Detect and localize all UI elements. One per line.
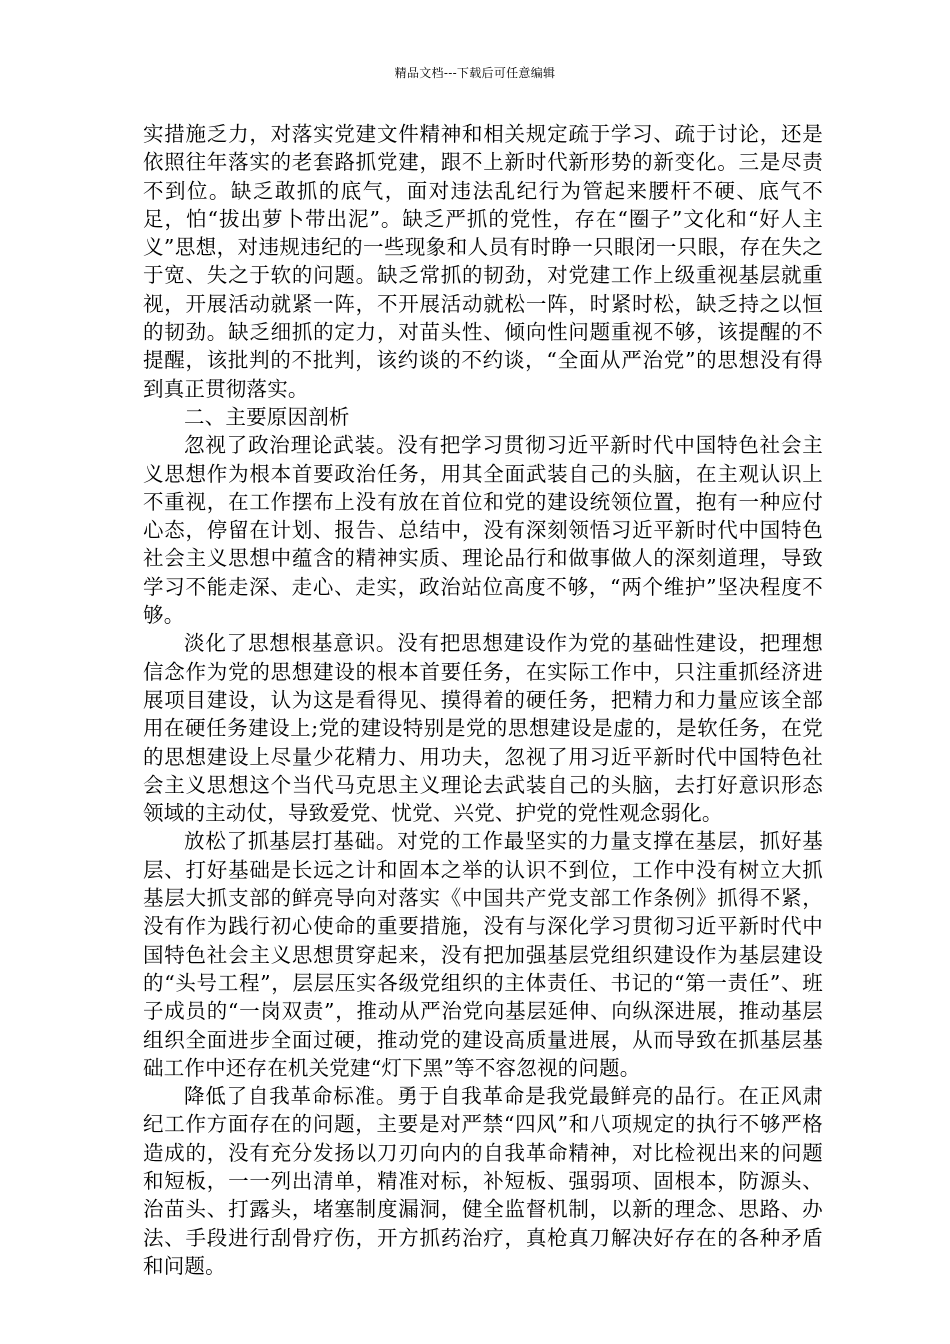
section-heading: 二、主要原因剖析	[184, 404, 350, 429]
paragraph-political-theory: 忽视了政治理论武装。没有把学习贯彻习近平新时代中国特色社会主义思想作为根本首要政治任务，用其全面武装自己的头脑，在主观认识上不重视，在工作摆布上没有放在首位和党的建设统领位置，抱有一种应付心态，停留在计划、报告、总结中，没有深刻领悟习近平新时代中国特色社会主义思想中蕴含的精神实质、理论品行和做事做人的深刻道理，导致学习不能走深、走心、走实，政治站位高度不够，“两个维护”坚决程度不够。	[143, 433, 823, 628]
document-body	[143, 120, 823, 1280]
paragraph-self-revolution: 降低了自我革命标准。勇于自我革命是我党最鲜亮的品行。在正风肃纪工作方面存在的问题，主要是对严禁“四风”和八项规定的执行不够严格造成的，没有充分发扬以刀刃向内的自我革命精神，对比检视出来的问题和短板，一一列出清单，精准对标，补短板、强弱项、固根本，防源头、治苗头、打露头，堵塞制度漏洞，健全监督机制，以新的理念、思路、办法、手段进行刮骨疗伤，开方抓药治疗，真枪真刀解决好存在的各种矛盾和问题。	[143, 1084, 823, 1278]
paragraph-grassroots: 放松了抓基层打基础。对党的工作最坚实的力量支撑在基层，抓好基层、打好基础是长远之计和固本之举的认识不到位，工作中没有树立大抓基层大抓支部的鲜亮导向对落实《中国共产党支部工作条例》抓得不紧，没有作为践行初心使命的重要措施，没有与深化学习贯彻习近平新时代中国特色社会主义思想贯穿起来，没有把加强基层党组织建设作为基层建设的“头号工程”，层层压实各级党组织的主体责任、书记的“第一责任”、班子成员的“一岗双责”，推动从严治党向基层延伸、向纵深进展，推动基层组织全面进步全面过硬，推动党的建设高质量进展，从而导致在抓基层基础工作中还存在机关党建“灯下黑”等不容忽视的问题。	[143, 829, 823, 1080]
paragraph-ideological-foundation: 淡化了思想根基意识。没有把思想建设作为党的基础性建设，把理想信念作为党的思想建设的根本首要任务，在实际工作中，只注重抓经济进展项目建设，认为这是看得见、摸得着的硬任务，把精力和力量应该全部用在硬任务建设上;党的建设特别是党的思想建设是虚的，是软任务，在党的思想建设上尽量少花精力、用功夫，忽视了用习近平新时代中国特色社会主义思想这个当代马克思主义理论去武装自己的头脑，去打好意识形态领域的主动仗，导致爱党、忧党、兴党、护党的党性观念弱化。	[143, 631, 823, 826]
paragraph-continued: 实措施乏力，对落实党建文件精神和相关规定疏于学习、疏于讨论，还是依照往年落实的老套路抓党建，跟不上新时代新形势的新变化。三是尽责不到位。缺乏敢抓的底气，面对违法乱纪行为管起来腰杆不硬、底气不足，怕“拔出萝卜带出泥”。缺乏严抓的党性，存在“圈子”文化和“好人主义”思想，对违规违纪的一些现象和人员有时睁一只眼闭一只眼，存在失之于宽、失之于软的问题。缺乏常抓的韧劲，对党建工作上级重视基层就重视，开展活动就紧一阵，不开展活动就松一阵，时紧时松，缺乏持之以恒的韧劲。缺乏细抓的定力，对苗头性、倾向性问题重视不够，该提醒的不提醒，该批判的不批判，该约谈的不约谈，“全面从严治党”的思想没有得到真正贯彻落实。	[143, 122, 823, 401]
page-header: 精品文档---下载后可任意编辑	[394, 66, 556, 80]
